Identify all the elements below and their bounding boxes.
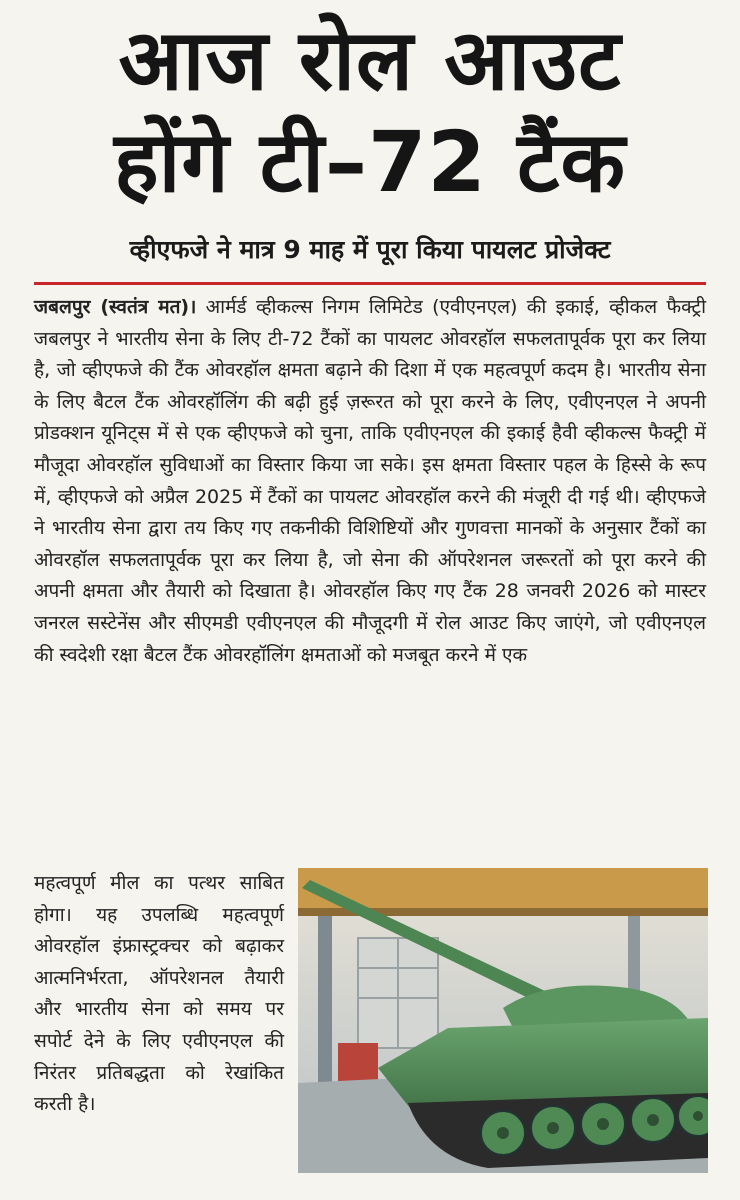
dateline: जबलपुर (स्वतंत्र मत)। [34,296,197,318]
headline-line-2: होंगे टी–72 टैंक [114,113,626,211]
article-body-continued: महत्वपूर्ण मील का पत्थर साबित होगा। यह उपलब्धि महत्वपूर्ण ओवरहॉल इंफ्रास्ट्रक्चर को बढ़ाकर आत्मनिर्भरता, ऑपरेशनल तैयारी और भारतीय सेना को समय पर सपोर्ट देने के लिए एवीएनएल की निरंतर प्रतिबद्धता को रेखांकित करती है। [34,872,284,1116]
tank-photo-illustration [298,868,708,1173]
headline-line-1: आज रोल आउट [118,11,622,109]
red-machine [338,1043,378,1083]
overhead-crane-beam [298,868,708,908]
pillar [318,916,332,1086]
red-divider-rule [34,282,706,285]
article-body-main: आर्मर्ड व्हीकल्स निगम लिमिटेड (एवीएनएल) की इकाई, व्हीकल फैक्ट्री जबलपुर ने भारतीय सेना के लिए टी-72 टैंकों का पायलट ओवरहॉल सफलतापूर्वक पूरा कर लिया है, जो व्हीएफजे की टैंक ओवरहॉल क्षमता बढ़ाने की दिशा में एक महत्वपूर्ण कदम है। भारतीय सेना के लिए बैटल टैंक ओवरहॉलिंग की बढ़ी हुई ज़रूरत को पूरा करने के लिए, एवीएनएल ने अपनी प्रोडक्शन यूनिट्स में से एक व्हीएफजे को चुना, ताकि एवीएनएल की इकाई हैवी व्हीकल्स फैक्ट्री में मौजूदा ओवरहॉल सुविधाओं का विस्तार किया जा सके। इस क्षमता विस्तार पहल के हिस्से के रूप में, व्हीएफजे को अप्रैल 2025 में टैंकों का पायलट ओवरहॉल करने की मंजूरी दी गई थी। व्हीएफजे ने भारतीय सेना द्वारा तय किए गए तकनीकी विशिष्टियों और गुणवत्ता मानकों के अनुसार टैंकों का ओवरहॉल सफलतापूर्वक पूरा कर लिया है, जो सेना की ऑपरेशनल जरूरतों को पूरा करने की अपनी क्षमता और तैयारी को दिखाता है। ओवरहॉल किए गए टैंक 28 जनवरी 2026 को मास्टर जनरल सस्टेनेंस और सीएमडी एवीएनएल की मौजूदगी में रोल आउट किए जाएंगे, जो एवीएनएल की स्वदेशी रक्षा बैटल टैंक ओवरहॉलिंग क्षमताओं को मजबूत करने में एक [34,296,706,666]
subheadline: व्हीएफजे ने मात्र 9 माह में पूरा किया पायलट प्रोजेक्ट [129,235,611,264]
article-body [34,292,706,671]
tank-photo [298,868,708,1173]
